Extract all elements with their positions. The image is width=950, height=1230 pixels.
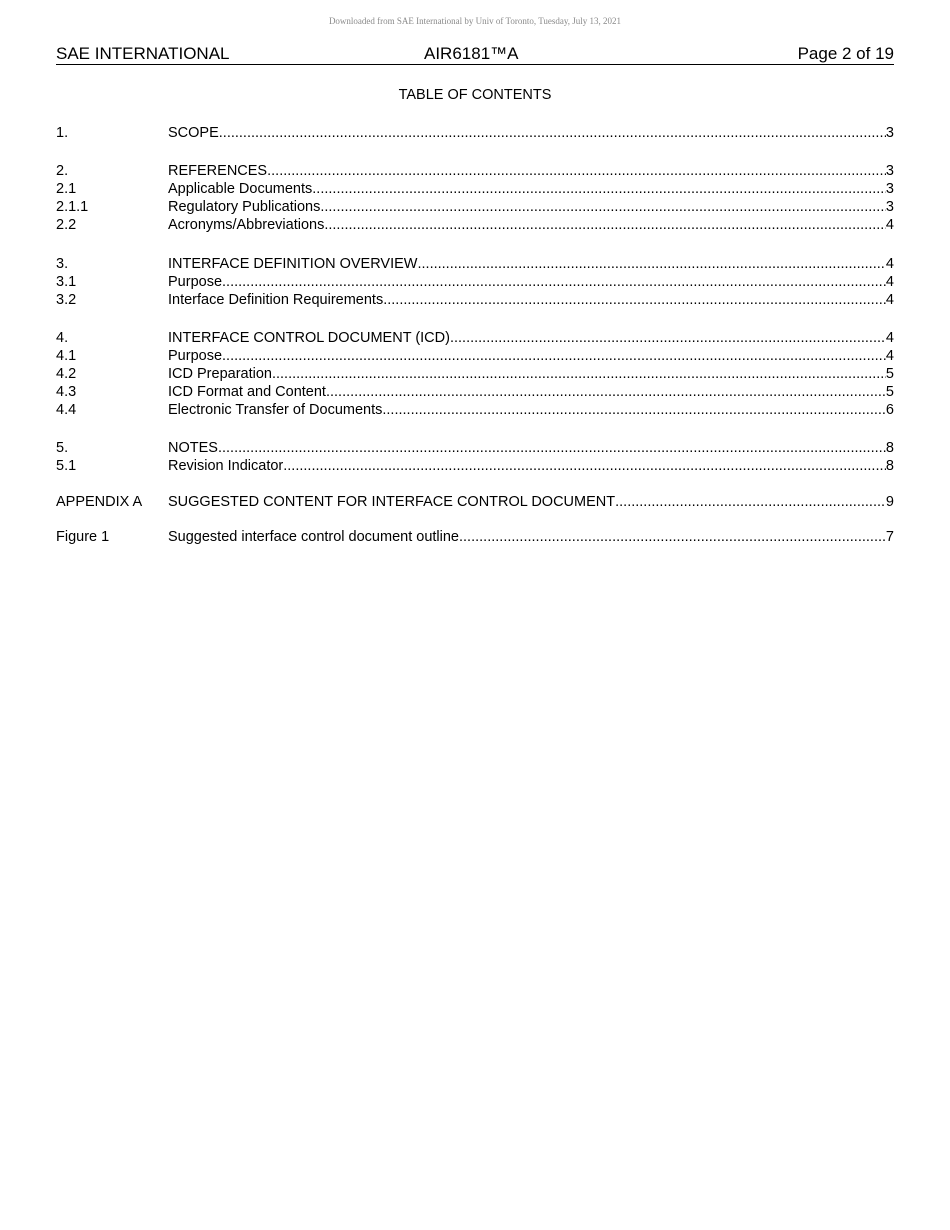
toc-entry-number: 1. [56,125,69,141]
toc-entry-number: 3.1 [56,274,77,290]
toc-entry-number: 4.3 [56,384,77,400]
dot-leader [382,401,886,419]
toc-entry-page: 4 [885,274,894,290]
toc-entry[interactable] [56,124,894,142]
dot-leader [326,383,886,401]
toc-entry-page: 6 [885,402,894,418]
toc-group-notes [56,439,894,475]
toc-group-icd [56,329,894,419]
toc-entry-number: 4. [56,330,69,346]
toc-entry[interactable] [56,329,894,347]
toc-entry[interactable] [56,255,894,273]
toc-entry[interactable] [56,401,894,419]
toc-group-appendix [56,493,894,511]
toc-entry-page: 7 [885,529,894,545]
toc-entry[interactable] [56,291,894,309]
dot-leader [383,291,886,309]
toc-entry-title: REFERENCES [168,163,268,179]
toc-entry-number: 4.4 [56,402,77,418]
toc-entry-title: Purpose [168,348,223,364]
dot-leader [272,365,886,383]
toc-group-figures [56,528,894,546]
toc-entry-number: Figure 1 [56,529,110,545]
toc-entry[interactable] [56,273,894,291]
toc-entry-title: Revision Indicator [168,458,284,474]
toc-entry-title: SCOPE [168,125,219,141]
dot-leader [450,329,886,347]
dot-leader [283,457,886,475]
toc-entry[interactable] [56,528,894,546]
toc-entry-page: 9 [885,494,894,510]
header-page-number: Page 2 of 19 [797,44,894,63]
toc-entry[interactable] [56,439,894,457]
toc-entry-number: 2. [56,163,69,179]
toc-entry-number: 2.1.1 [56,199,89,215]
dot-leader [218,439,886,457]
toc-entry-number: 5. [56,440,69,456]
toc-entry[interactable] [56,216,894,234]
toc-entry[interactable] [56,347,894,365]
toc-entry-number: 4.2 [56,366,77,382]
toc-entry-title: SUGGESTED CONTENT FOR INTERFACE CONTROL DOCUMENT [168,494,616,510]
toc-entry[interactable] [56,365,894,383]
toc-entry-number: 3.2 [56,292,77,308]
toc-entry-page: 3 [885,163,894,179]
toc-entry-page: 5 [885,366,894,382]
toc-group-scope [56,124,894,142]
toc-entry-page: 3 [885,125,894,141]
toc-entry-title: Electronic Transfer of Documents [168,402,383,418]
toc-entry-title: Purpose [168,274,223,290]
toc-entry-page: 4 [885,217,894,233]
dot-leader [312,180,886,198]
toc-entry-page: 3 [885,181,894,197]
toc-entry-number: 3. [56,256,69,272]
toc-entry[interactable] [56,493,894,511]
toc-entry-title: Suggested interface control document outline [168,529,459,545]
page-header [56,44,894,65]
toc-entry-title: Applicable Documents [168,181,313,197]
toc-entry-title: ICD Preparation [168,366,272,382]
header-org: SAE INTERNATIONAL [56,44,230,63]
toc-entry[interactable] [56,383,894,401]
toc-entry-title: ICD Format and Content [168,384,326,400]
dot-leader [219,124,886,142]
toc-entry-title: INTERFACE CONTROL DOCUMENT (ICD) [168,330,450,346]
toc-entry-title: NOTES [168,440,218,456]
dot-leader [459,528,886,546]
toc-entry-page: 3 [885,199,894,215]
dot-leader [615,493,886,511]
toc-entry[interactable] [56,198,894,216]
toc-entry-page: 4 [885,330,894,346]
toc-entry-page: 4 [885,348,894,364]
toc-entry-number: 5.1 [56,458,77,474]
dot-leader [324,216,886,234]
toc-entry-page: 8 [885,440,894,456]
toc-entry-title: Regulatory Publications [168,199,321,215]
toc-group-references [56,162,894,234]
toc-entry[interactable] [56,180,894,198]
dot-leader [222,347,886,365]
toc-entry-number: 4.1 [56,348,77,364]
toc-entry-title: INTERFACE DEFINITION OVERVIEW [168,256,418,272]
toc-entry-title: Acronyms/Abbreviations [168,217,325,233]
toc-entry-number: 2.1 [56,181,77,197]
toc-title: TABLE OF CONTENTS [398,87,552,103]
dot-leader [267,162,886,180]
dot-leader [417,255,885,273]
toc-group-interface-definition [56,255,894,309]
toc-entry[interactable] [56,457,894,475]
toc-entry-page: 5 [885,384,894,400]
toc-entry-page: 8 [885,458,894,474]
toc-entry-number: 2.2 [56,217,77,233]
dot-leader [320,198,886,216]
toc-entry-page: 4 [885,292,894,308]
toc-entry-number: APPENDIX A [56,494,143,510]
dot-leader [222,273,886,291]
toc-entry-page: 4 [885,256,894,272]
download-watermark: Downloaded from SAE International by Univ of Toronto, Tuesday, July 13, 2021 [328,16,622,26]
toc-entry-title: Interface Definition Requirements [168,292,384,308]
header-doc-id: AIR6181™A [424,44,519,63]
toc-entry[interactable] [56,162,894,180]
